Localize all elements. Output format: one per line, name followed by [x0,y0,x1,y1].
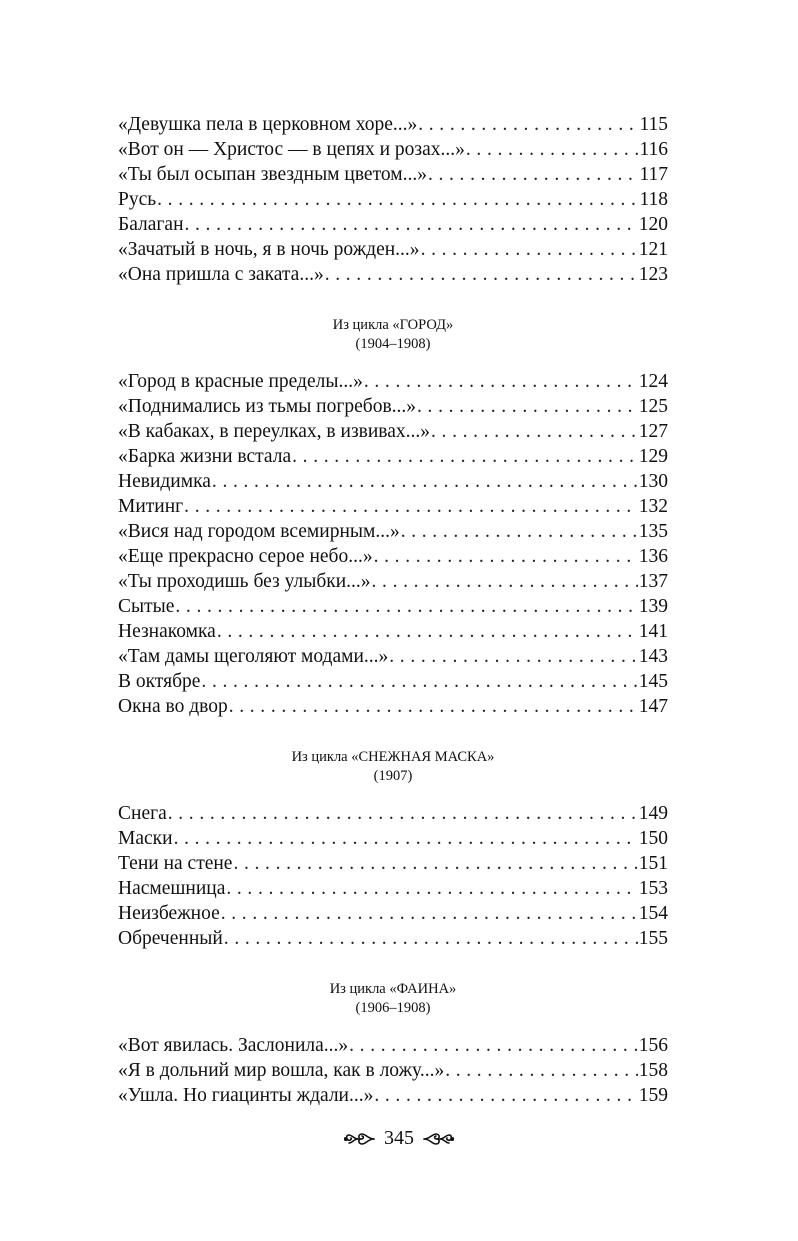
toc-group [118,112,668,287]
entry-title: Русь [118,189,157,210]
entry-title: «Еще прекрасно серое небо...» [118,546,373,567]
toc-entry [118,669,668,694]
dot-leader [174,826,638,851]
toc-entry [118,851,668,876]
entry-title: Тени на стене [118,853,233,874]
dot-leader [428,162,639,187]
toc-entry [118,1058,668,1083]
dot-leader [374,1083,637,1108]
section-years: (1907) [373,768,413,784]
toc-group [118,1033,668,1108]
toc-entry [118,419,668,444]
entry-title: «Там дамы щеголяют модами...» [118,646,389,667]
entry-page: 115 [639,114,668,135]
entry-page: 137 [638,571,668,592]
entry-title: «В кабаках, в переулках, в извивах...» [118,421,431,442]
floral-ornament-left-icon [344,1129,376,1149]
section-heading [118,748,668,786]
dot-leader [221,901,638,926]
dot-leader [349,1033,638,1058]
entry-title: Обреченный [118,928,223,949]
toc-entry [118,569,668,594]
entry-page: 155 [638,928,668,949]
entry-page: 156 [638,1035,668,1056]
toc-entry [118,469,668,494]
entry-title: Неизбежное [118,903,220,924]
entry-page: 116 [639,139,668,160]
entry-title: «Я в дольний мир вошла, как в ложу...» [118,1060,445,1081]
dot-leader [201,669,637,694]
entry-title: Снега [118,803,167,824]
entry-page: 125 [638,396,668,417]
toc-entry [118,594,668,619]
toc-entry [118,801,668,826]
dot-leader [364,369,638,394]
dot-leader [229,694,638,719]
entry-page: 120 [638,214,668,235]
entry-page: 127 [638,421,668,442]
entry-title: «Вися над городом всемирным...» [118,521,400,542]
dot-leader [168,801,638,826]
entry-page: 145 [638,671,668,692]
section-title: Из цикла «ГОРОД» [332,317,454,333]
dot-leader [325,262,638,287]
floral-ornament-right-icon [422,1129,454,1149]
toc-entry [118,494,668,519]
entry-title: «Поднимались из тьмы погребов...» [118,396,417,417]
toc-entry [118,187,668,212]
dot-leader [212,469,638,494]
entry-page: 139 [638,596,668,617]
section-years: (1906–1908) [355,1000,431,1016]
entry-page: 135 [638,521,668,542]
entry-title: «Вот явилась. Заслонила...» [118,1035,349,1056]
toc-entry [118,901,668,926]
entry-title: «Ушла. Но гиацинты ждали...» [118,1085,374,1106]
entry-page: 151 [638,853,668,874]
toc-entry [118,369,668,394]
toc-entry [118,1033,668,1058]
toc-entry [118,444,668,469]
entry-title: «Ты проходишь без улыбки...» [118,571,371,592]
entry-title: «Город в красные пределы...» [118,371,363,392]
entry-title: Сытые [118,596,175,617]
dot-leader [401,519,638,544]
entry-page: 150 [638,828,668,849]
entry-title: В октябре [118,671,201,692]
entry-title: «Ты был осыпан звездным цветом...» [118,164,427,185]
toc-entry [118,519,668,544]
dot-leader [157,187,638,212]
page-number: 345 [384,1127,414,1149]
section-title: Из цикла «СНЕЖНАЯ МАСКА» [291,749,495,765]
entry-title: Балаган [118,214,184,235]
entry-title: Митинг [118,496,184,517]
entry-page: 117 [639,164,668,185]
entry-page: 154 [638,903,668,924]
toc-entry [118,262,668,287]
toc-entry [118,394,668,419]
entry-page: 153 [638,878,668,899]
toc-entry [118,237,668,262]
entry-page: 123 [638,264,668,285]
entry-title: Маски [118,828,173,849]
toc-entry [118,926,668,951]
entry-title: «Она пришла с заката...» [118,264,324,285]
toc-entry [118,212,668,237]
entry-page: 141 [638,621,668,642]
toc-entry [118,137,668,162]
table-of-contents [118,112,668,1108]
entry-title: Невидимка [118,471,211,492]
dot-leader [226,876,637,901]
page-footer [0,1127,798,1150]
entry-page: 149 [638,803,668,824]
entry-page: 159 [638,1085,668,1106]
entry-page: 121 [638,239,668,260]
toc-entry [118,644,668,669]
dot-leader [445,1058,638,1083]
section-years: (1904–1908) [355,336,431,352]
toc-entry [118,162,668,187]
toc-entry [118,876,668,901]
dot-leader [372,569,638,594]
entry-page: 132 [638,496,668,517]
entry-page: 129 [638,446,668,467]
toc-entry [118,544,668,569]
toc-entry [118,619,668,644]
section-heading [118,980,668,1018]
entry-page: 118 [639,189,668,210]
dot-leader [417,394,638,419]
entry-title: «Барка жизни встала [118,446,292,467]
toc-entry [118,1083,668,1108]
toc-entry [118,826,668,851]
dot-leader [185,212,638,237]
entry-title: «Вот он — Христос — в цепях и розах...» [118,139,465,160]
toc-entry [118,112,668,137]
dot-leader [418,112,638,137]
section-heading [118,316,668,354]
entry-title: «Девушка пела в церковном хоре...» [118,114,418,135]
dot-leader [374,544,638,569]
entry-page: 143 [638,646,668,667]
entry-title: Окна во двор [118,696,228,717]
toc-group [118,801,668,951]
dot-leader [421,237,638,262]
entry-title: «Зачатый в ночь, я в ночь рожден...» [118,239,420,260]
dot-leader [217,619,638,644]
dot-leader [233,851,637,876]
entry-page: 124 [638,371,668,392]
entry-page: 130 [638,471,668,492]
entry-page: 136 [638,546,668,567]
entry-page: 158 [638,1060,668,1081]
dot-leader [224,926,638,951]
entry-page: 147 [638,696,668,717]
dot-leader [389,644,637,669]
toc-group [118,369,668,719]
dot-leader [292,444,638,469]
dot-leader [184,494,638,519]
toc-entry [118,694,668,719]
dot-leader [431,419,638,444]
section-title: Из цикла «ФАИНА» [329,981,457,997]
dot-leader [175,594,637,619]
dot-leader [466,137,639,162]
entry-title: Насмешница [118,878,226,899]
entry-title: Незнакомка [118,621,216,642]
